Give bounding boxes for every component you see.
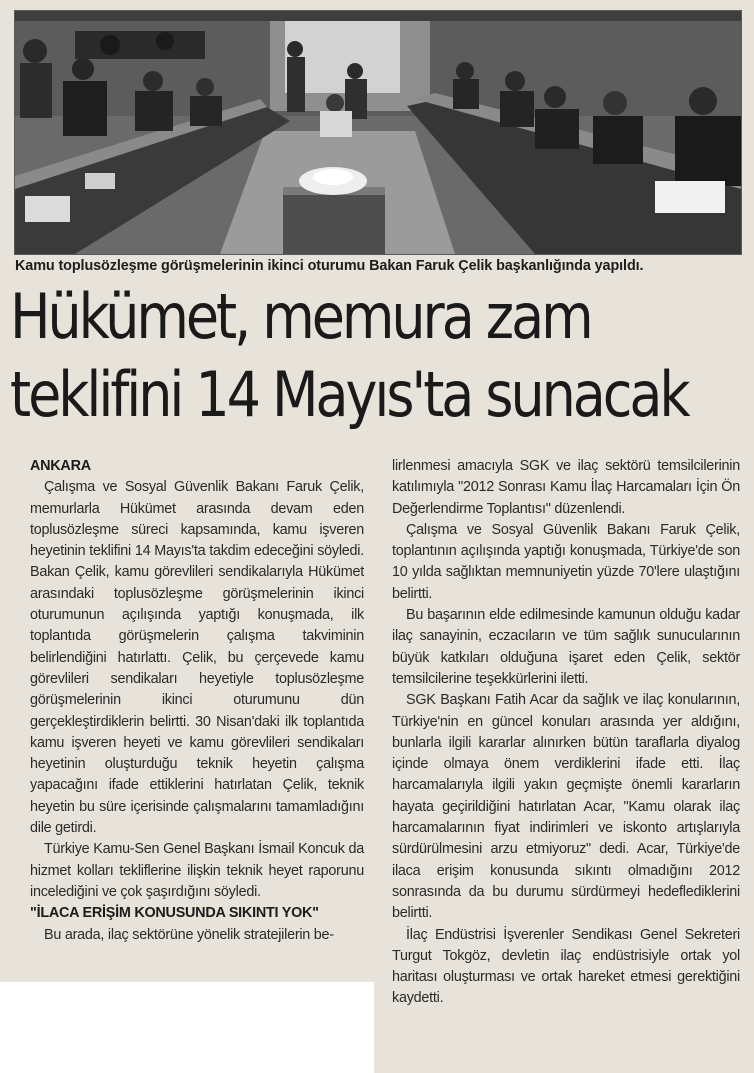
photo-caption: Kamu toplusözleşme görüşmelerinin ikinci oturumu Bakan Faruk Çelik başkanlığında yapıldı. [15,258,644,274]
paragraph: Çalışma ve Sosyal Güvenlik Bakanı Faruk Çelik, memurlarla Hükümet arasında devam eden toplusözleşme süreci kapsamında, kamu işveren heyetinin teklifini 14 Mayıs'ta takdim edeceğini söyledi. Bakan Çelik, kamu görevlileri sendikalarıyla Hükümet arasındaki toplusözleşme görüşmelerinin ikinci oturumunun açılışında yaptığı konuşmada, ilk toplantıda görüşmelerin çalışma takviminin belirlendiğini hatırlattı. Çelik, bu çerçevede kamu görevlileri sendikaları heyetiyle toplusözleşme görüşmelerinin ikinci oturumunu dün gerçekleştirdiklerin belirtti. 30 Nisan'daki ilk toplantıda kamu işveren heyeti ve kamu görevlileri sendikaları heyetinin oluşturduğu teknik heyetin çalışma yapacağını ifade ettiklerini hatırlatan Çelik, teknik heyetin bu süre içerisinde çalışmalarını tamamladığını dile getirdi. [30,479,364,837]
paragraph: SGK Başkanı Fatih Acar da sağlık ve ilaç konularının, Türkiye'nin en güncel konuları arasında yer aldığını, bunlarla ilgili kararlar alınırken bütün taraflarla diyalog içinde olmaya önem verdiklerini ifade etti. İlaç harcamalarıyla ilgili yakın geçmişte önemli kararların hayata geçirildiğini hatırlatan Acar, "Kamu olarak ilaç harcamalarının fiyat indirimleri ve iskonto artışlarıyla sürdürülmesini arzu etmiyoruz" dedi. Acar, Türkiye'de ilaca erişim konusunda sıkıntı olmadığını 2012 sonrasında da bu durumu sürdürmeyi hedeflediklerini belirtti. [392,692,740,922]
paragraph: İlaç Endüstrisi İşverenler Sendikası Genel Sekreteri Turgut Tokgöz, devletin ilaç endüstrisiyle ortak yol haritası oluşturması ve ortak hareket etmesi gerektiğini kaydetti. [392,926,740,1007]
subheading: "İLACA ERİŞİM KONUSUNDA SIKINTI YOK" [30,905,319,922]
headline-line-2: teklifini 14 Mayıs'ta sunacak [10,358,688,431]
paragraph: Bu arada, ilaç sektörüne yönelik stratejilerin be- [44,926,334,943]
paragraph: Çalışma ve Sosyal Güvenlik Bakanı Faruk Çelik, toplantının açılışında yaptığı konuşmada, Türkiye'de son 10 yılda sağlıktan memnuniyetin yüzde 70'lere ulaştığını belirtti. [392,521,740,602]
headline-line-1: Hükümet, memura zam [10,280,591,353]
paragraph: lirlenmesi amacıyla SGK ve ilaç sektörü temsilcilerinin katılımıyla "2012 Sonrası Kamu İlaç Harcamaları İçin Ön Değerlendirme Toplantısı" düzenlendi. [392,458,740,517]
headline [10,280,746,431]
article-column-1 [30,456,364,946]
paragraph: Türkiye Kamu-Sen Genel Başkanı İsmail Koncuk da hizmet kolları tekliflerine ilişkin teknik heyet raporunu incelediğini ve çok şaşırdığını söyledi. [30,841,364,900]
meeting-photo [14,10,742,255]
meeting-photo-illustration [15,11,741,254]
article-column-2 [392,456,740,1010]
paragraph: Bu başarının elde edilmesinde kamunun olduğu kadar ilaç sanayinin, eczacıların ve tüm sağlık sunucularının büyük katkıları olduğuna işaret eden Çelik, sektör temsilcilerine teşekkürlerini iletti. [392,607,740,687]
dateline: ANKARA [30,458,91,474]
blank-area [0,982,374,1073]
